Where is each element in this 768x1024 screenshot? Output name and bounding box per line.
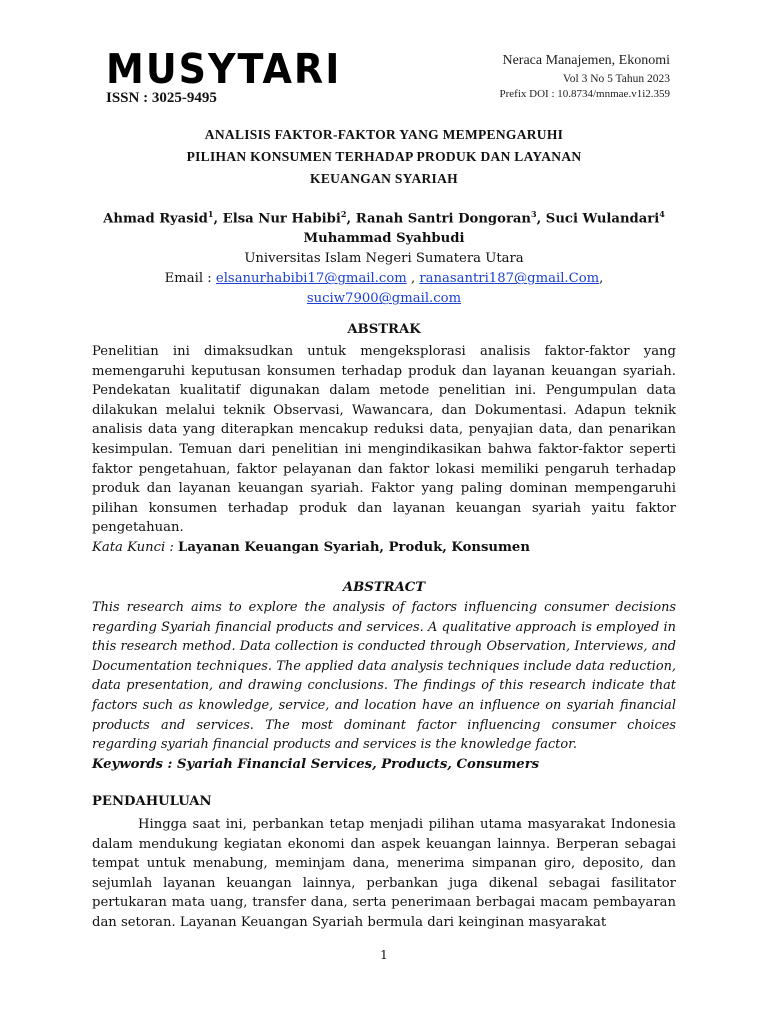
author-block — [92, 204, 676, 309]
abstrak-keywords — [92, 540, 676, 555]
email-label: Email : — [164, 271, 216, 287]
abstrak-body: Penelitian ini dimaksudkan untuk mengeksplorasi analisis faktor-faktor yang memengaruhi keputusan konsumen terhadap produk dan layanan keuangan syariah. Pendekatan kualitatif digunakan dalam metode penelitian ini. Pengumpulan data dilakukan melalui teknik Observasi, Wawancara, dan Dokumentasi. Adapun teknik analisis data yang diterapkan mencakup reduksi data, penyajian data, dan penarikan kesimpulan. Temuan dari penelitian ini mengindikasikan bahwa faktor-faktor seperti faktor pengetahuan, faktor pelayanan dan faktor lokasi memiliki pengaruh terhadap produk dan layanan keuangan syariah. Faktor yang paling dominan mempengaruhi pilihan konsumen terhadap produk dan layanan keuangan syariah yaitu faktor pengetahuan. — [92, 344, 676, 536]
author-1: Ahmad Ryasid — [103, 211, 208, 227]
abstract-heading: ABSTRACT — [342, 580, 426, 595]
abstract-keywords: Keywords : Syariah Financial Services, Products, Consumers — [92, 757, 540, 772]
author-1-sup: 1 — [207, 209, 214, 219]
abstrak-heading: ABSTRAK — [347, 322, 421, 337]
title-line-1: ANALISIS FAKTOR-FAKTOR YANG MEMPENGARUHI — [204, 127, 564, 142]
abstract-body: This research aims to explore the analysis of factors influencing consumer decisions regarding Syariah financial products and services. A qualitative approach is employed in this research method. Data collection is conducted through Observation, Interviews, and Documentation techniques. The applied data analysis techniques include data reduction, data presentation, and drawing conclusions. The findings of this research indicate that factors such as knowledge, service, and location have an influence on syariah financial products and services. The most dominant factor influencing consumer choices regarding syariah financial products and services is the knowledge factor. — [92, 600, 676, 753]
issn-number: ISSN : 3025-9495 — [106, 90, 217, 106]
author-3: Ranah Santri Dongoran — [355, 211, 532, 227]
author-2-sup: 2 — [340, 209, 347, 219]
journal-volume: Vol 3 No 5 Tahun 2023 — [562, 73, 670, 85]
journal-doi: Prefix DOI : 10.8734/mnmae.v1i2.359 — [499, 88, 670, 100]
author-5: Muhammad Syahbudi — [303, 231, 465, 247]
author-names: Ahmad Ryasid$^1$, Elsa Nur Habibi$^2$, Ranah Santri Dongoran$^3$, Suci Wulandari$^4$ — [103, 209, 665, 227]
author-2: Elsa Nur Habibi — [222, 211, 341, 227]
journal-name: Neraca Manajemen, Ekonomi — [502, 53, 670, 68]
title-line-2: PILIHAN KONSUMEN TERHADAP PRODUK DAN LAYANAN — [186, 149, 582, 164]
email-link-3[interactable]: suciw7900@gmail.com — [306, 291, 462, 307]
email-line-2 — [92, 289, 676, 309]
author-4: Suci Wulandari — [545, 211, 660, 227]
pendahuluan-heading: PENDAHULUAN — [92, 794, 212, 809]
email-link-1[interactable]: elsanurhabibi17@gmail.com — [215, 271, 407, 287]
keywords-value: Layanan Keuangan Syariah, Produk, Konsumen — [178, 540, 530, 555]
author-3-sup: 3 — [531, 209, 537, 219]
journal-logo: MUSYTARI — [106, 45, 342, 93]
email-line: Email : elsanurhabibi17@gmail.com , ranasantri187@gmail.Com, — [164, 271, 604, 287]
pendahuluan-body: Hingga saat ini, perbankan tetap menjadi pilihan utama masyarakat Indonesia dalam mendukung kegiatan ekonomi dan aspek keuangan lainnya. Berperan sebagai tempat untuk menabung, meminjam dana, menerima simpanan giro, deposito, dan sejumlah layanan keuangan lainnya, perbankan juga dikenal sebagai fasilitator pertukaran mata uang, transfer dana, serta penerimaan berbagai macam pembayaran dan setoran. Layanan Keuangan Syariah bermula dari keinginan masyarakat — [92, 817, 676, 930]
keywords-label: Kata Kunci : — [92, 540, 179, 555]
affiliation: Universitas Islam Negeri Sumatera Utara — [244, 251, 524, 267]
journal-info — [500, 52, 670, 101]
page-number: 1 — [380, 948, 388, 962]
title-line-3: KEUANGAN SYARIAH — [310, 171, 458, 186]
paper-title — [92, 124, 676, 190]
author-4-sup: 4 — [659, 209, 665, 219]
email-link-2[interactable]: ranasantri187@gmail.Com — [419, 271, 600, 287]
